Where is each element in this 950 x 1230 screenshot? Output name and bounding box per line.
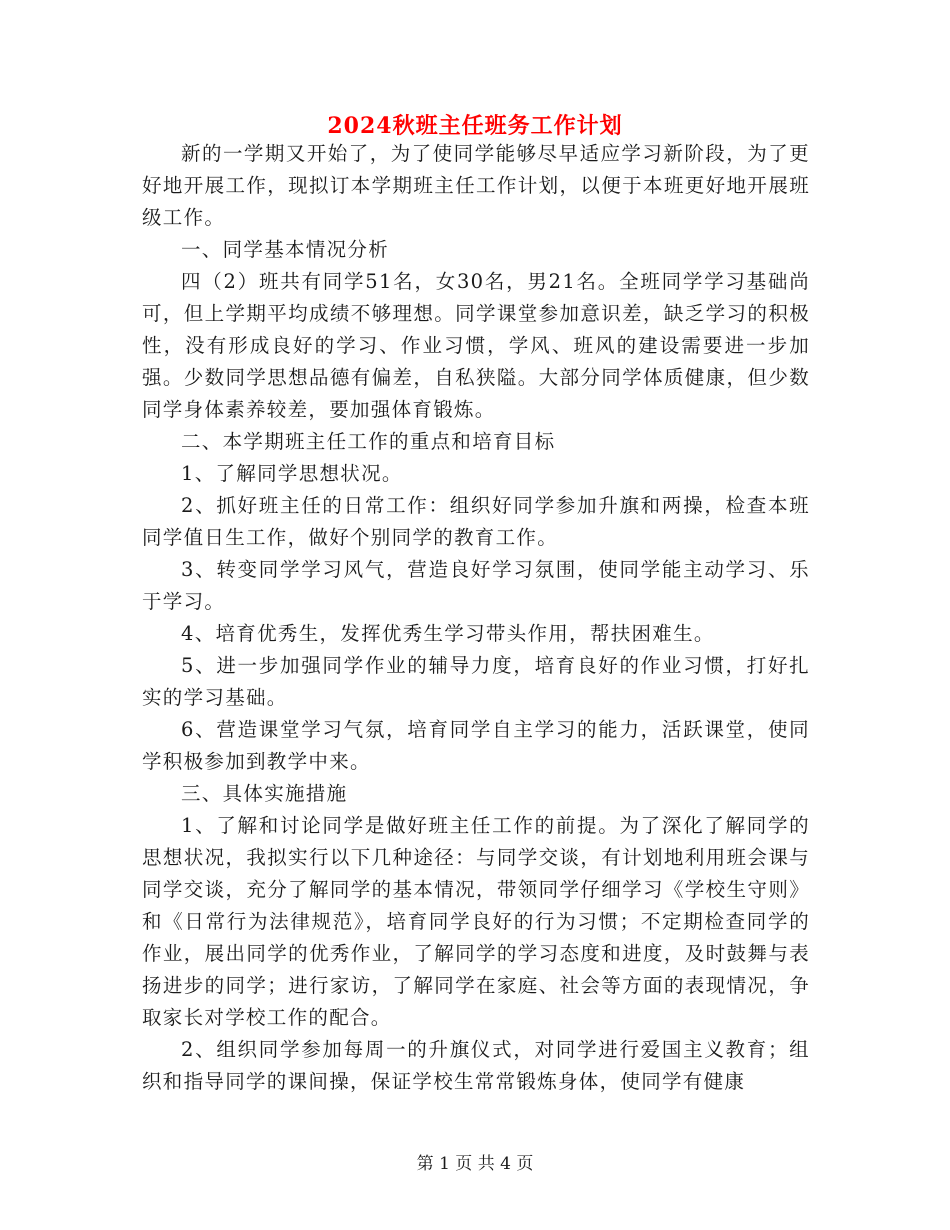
goal-item-5: 5、进一步加强同学作业的辅导力度，培育良好的作业习惯，打好扎实的学习基础。 — [142, 654, 810, 709]
section-heading-3: 三、具体实施措施 — [181, 782, 348, 805]
measure-item-2: 2、组织同学参加每周一的升旗仪式，对同学进行爱国主义教育；组织和指导同学的课间操，保证学校生常常锻炼身体，使同学有健康 — [142, 1038, 810, 1093]
intro-paragraph: 新的一学期又开始了，为了使同学能够尽早适应学习新阶段，为了更好地开展工作，现拟订本学期班主任工作计划，以便于本班更好地开展班级工作。 — [142, 142, 810, 229]
goal-item-6: 6、营造课堂学习气氛，培育同学自主学习的能力，活跃课堂，使同学积极参加到教学中来。 — [142, 718, 810, 773]
goal-item-2: 2、抓好班主任的日常工作：组织好同学参加升旗和两操，检查本班同学值日生工作，做好个别同学的教育工作。 — [142, 494, 810, 549]
goal-item-3: 3、转变同学学习风气，营造良好学习氛围，使同学能主动学习、乐于学习。 — [142, 558, 810, 613]
measure-item-1: 1、了解和讨论同学是做好班主任工作的前提。为了深化了解同学的思想状况，我拟实行以下几种途径：与同学交谈，有计划地利用班会课与同学交谈，充分了解同学的基本情况，带领同学仔细学习《学校生守则》和《日常行为法律规范》，培育同学良好的行为习惯；不定期检查同学的作业，展出同学的优秀作业，了解同学的学习态度和进度，及时鼓舞与表扬进步的同学；进行家访，了解同学在家庭、社会等方面的表现情况，争取家长对学校工作的配合。 — [142, 814, 810, 1029]
page-footer — [0, 1152, 950, 1176]
section-heading-2: 二、本学期班主任工作的重点和培育目标 — [181, 430, 556, 453]
section-heading-1: 一、同学基本情况分析 — [181, 238, 390, 261]
document-title: 2024秋班主任班务工作计划 — [327, 113, 623, 139]
student-analysis-paragraph: 四（2）班共有同学51名，女30名，男21名。全班同学学习基础尚可，但上学期平均成绩不够理想。同学课堂参加意识差，缺乏学习的积极性，没有形成良好的学习、作业习惯，学风、班风的建设需要进一步加强。少数同学思想品德有偏差，自私狭隘。大部分同学体质健康，但少数同学身体素养较差，要加强体育锻炼。 — [142, 270, 810, 421]
goal-item-1: 1、了解同学思想状况。 — [181, 462, 403, 485]
page-number-label: 第 1 页 共 4 页 — [416, 1154, 534, 1174]
goal-item-4: 4、培育优秀生，发挥优秀生学习带头作用，帮扶困难生。 — [181, 622, 715, 645]
document-body — [142, 138, 810, 1098]
